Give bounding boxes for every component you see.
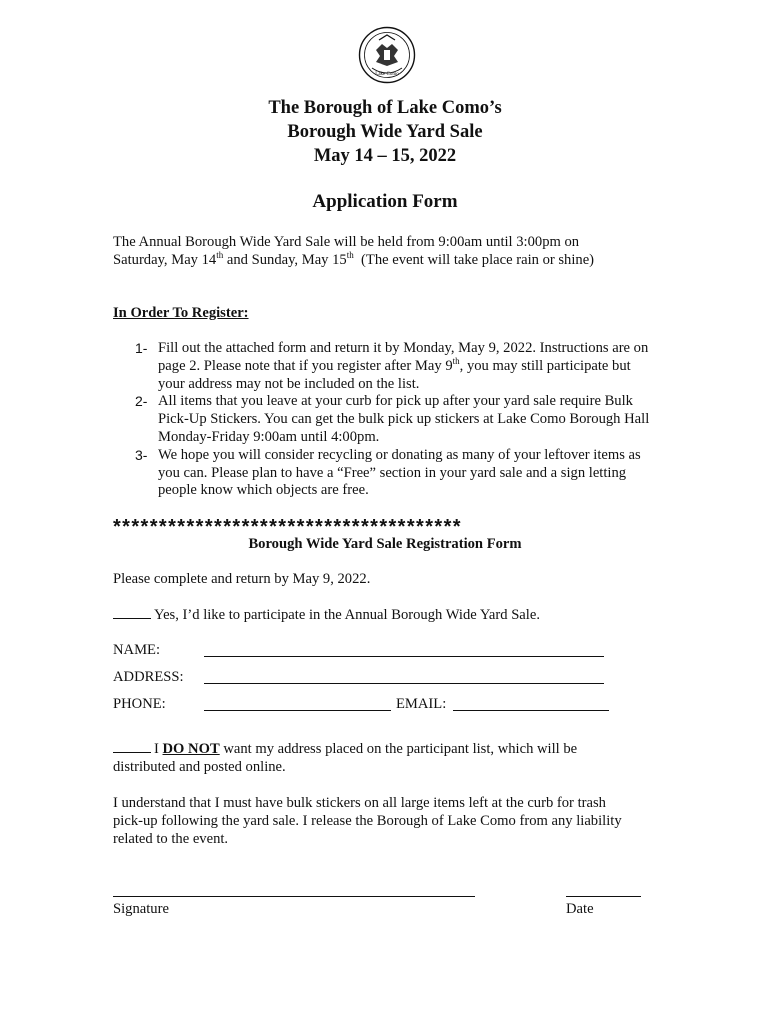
optout-paragraph: I DO NOT want my address placed on the participant list, which will be distributed and posted online. — [113, 741, 578, 775]
name-field[interactable] — [204, 656, 604, 657]
list-number: 2- — [135, 393, 148, 410]
participate-row — [113, 606, 673, 624]
page-title-line-3: May 14 – 15, 2022 — [313, 146, 457, 166]
email-field[interactable] — [453, 710, 609, 711]
intro-line-2: Saturday, May 14th and Sunday, May 15th (The event will take place rain or shine) — [113, 250, 595, 268]
intro-line-1: The Annual Borough Wide Yard Sale will be held from 9:00am until 3:00pm on — [113, 234, 580, 250]
address-label: ADDRESS: — [113, 669, 184, 685]
release-paragraph: I understand that I must have bulk stickers on all large items left at the curb for trash pick-up following the yard sale. I release the Borough of Lake Como from any liability related to the event. — [113, 795, 622, 847]
register-heading: In Order To Register: — [113, 305, 249, 321]
page-title-line-1: The Borough of Lake Como’s — [268, 98, 502, 118]
registration-form-title: Borough Wide Yard Sale Registration Form — [248, 536, 522, 552]
participate-text: Yes, I’d like to participate in the Annual Borough Wide Yard Sale. — [154, 607, 540, 623]
application-form-heading: Application Form — [312, 191, 458, 212]
asterisk-divider: ************************************** — [113, 516, 462, 538]
list-item: 1- Fill out the attached form and return it by Monday, May 9, 2022. Instructions are on page 2. Please note that if you register after May 9th, you may still participate but your address may not be included on the list. — [135, 340, 649, 392]
instructions-list — [135, 340, 655, 500]
phone-label: PHONE: — [113, 696, 166, 712]
return-note: Please complete and return by May 9, 2022. — [113, 571, 371, 587]
page-title-line-2: Borough Wide Yard Sale — [287, 122, 483, 142]
list-number: 1- — [135, 340, 148, 356]
signature-label: Signature — [113, 901, 169, 917]
address-field[interactable] — [204, 683, 604, 684]
seal-text: Lake Como — [375, 72, 399, 77]
date-field[interactable] — [566, 896, 641, 897]
optout-checkbox-blank[interactable] — [113, 752, 151, 753]
intro-paragraph — [113, 233, 673, 269]
list-item: 3- We hope you will consider recycling or donating as many of your leftover items as you can. Please plan to have a “Free” section in your yard sale and a sign letting people know which objects are free. — [135, 446, 641, 499]
email-label: EMAIL: — [396, 696, 447, 712]
do-not-emphasis: DO NOT — [162, 741, 220, 757]
participate-checkbox-blank[interactable] — [113, 618, 151, 619]
signature-field[interactable] — [113, 896, 475, 897]
list-number: 3- — [135, 446, 148, 463]
name-label: NAME: — [113, 642, 161, 658]
phone-field[interactable] — [204, 710, 391, 711]
borough-seal-logo — [358, 26, 416, 84]
list-item: 2- All items that you leave at your curb for pick up after your yard sale require Bulk Pick-Up Stickers. You can get the bulk pick up stickers at Lake Como Borough Hall Monday-Friday 9:00am until 4:00pm. — [135, 393, 650, 445]
date-label: Date — [566, 901, 594, 917]
